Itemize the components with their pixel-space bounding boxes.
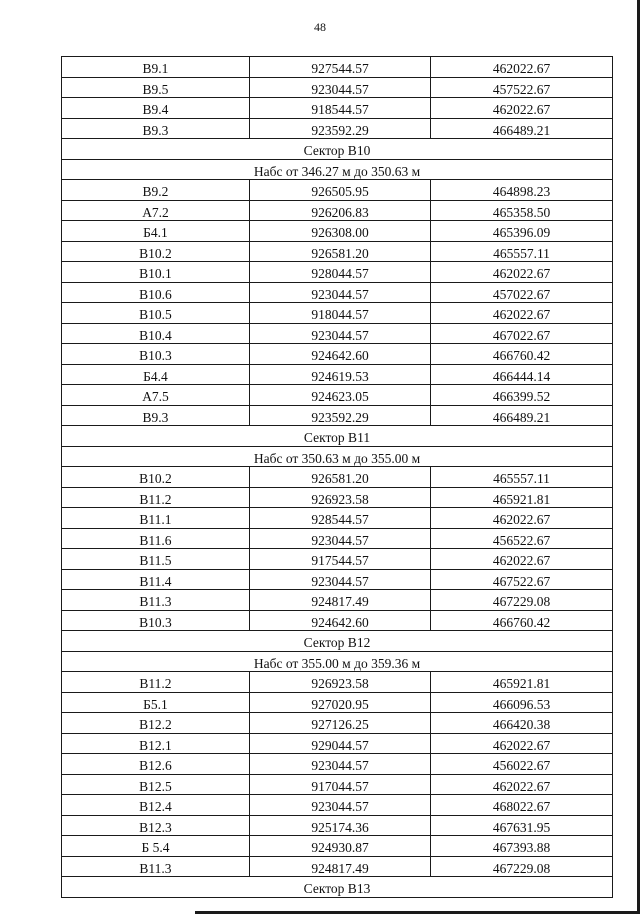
- table-row: [62, 692, 613, 713]
- x-coordinate-cell: 923044.57: [250, 754, 431, 775]
- y-coordinate-cell: 468022.67: [431, 795, 613, 816]
- section-title: Сектор В12: [62, 631, 613, 652]
- table-row: [62, 672, 613, 693]
- point-id-cell: В11.2: [62, 487, 250, 508]
- y-coordinate-cell: 465557.11: [431, 467, 613, 488]
- point-id-cell: В10.6: [62, 282, 250, 303]
- table-row: [62, 77, 613, 98]
- y-coordinate-cell: 466444.14: [431, 364, 613, 385]
- table-row: [62, 713, 613, 734]
- x-coordinate-cell: 923044.57: [250, 77, 431, 98]
- point-id-cell: В11.4: [62, 569, 250, 590]
- table-row: [62, 815, 613, 836]
- table-row: [62, 610, 613, 631]
- y-coordinate-cell: 467229.08: [431, 590, 613, 611]
- table-row: [62, 405, 613, 426]
- y-coordinate-cell: 456022.67: [431, 754, 613, 775]
- x-coordinate-cell: 926505.95: [250, 180, 431, 201]
- point-id-cell: В11.1: [62, 508, 250, 529]
- point-id-cell: В10.2: [62, 241, 250, 262]
- x-coordinate-cell: 923592.29: [250, 405, 431, 426]
- section-title: Сектор В10: [62, 139, 613, 160]
- table-row: [62, 385, 613, 406]
- y-coordinate-cell: 467393.88: [431, 836, 613, 857]
- table-row: [62, 774, 613, 795]
- point-id-cell: В12.3: [62, 815, 250, 836]
- point-id-cell: В9.3: [62, 118, 250, 139]
- y-coordinate-cell: 467022.67: [431, 323, 613, 344]
- table-row: [62, 590, 613, 611]
- x-coordinate-cell: 923044.57: [250, 569, 431, 590]
- x-coordinate-cell: 928044.57: [250, 262, 431, 283]
- x-coordinate-cell: 926308.00: [250, 221, 431, 242]
- y-coordinate-cell: 456522.67: [431, 528, 613, 549]
- y-coordinate-cell: 462022.67: [431, 303, 613, 324]
- point-id-cell: Б4.1: [62, 221, 250, 242]
- point-id-cell: В9.2: [62, 180, 250, 201]
- x-coordinate-cell: 923592.29: [250, 118, 431, 139]
- y-coordinate-cell: 465358.50: [431, 200, 613, 221]
- x-coordinate-cell: 927126.25: [250, 713, 431, 734]
- x-coordinate-cell: 923044.57: [250, 282, 431, 303]
- y-coordinate-cell: 457022.67: [431, 282, 613, 303]
- y-coordinate-cell: 467631.95: [431, 815, 613, 836]
- point-id-cell: В11.3: [62, 856, 250, 877]
- x-coordinate-cell: 929044.57: [250, 733, 431, 754]
- section-title: Сектор В11: [62, 426, 613, 447]
- point-id-cell: В10.3: [62, 344, 250, 365]
- point-id-cell: В9.4: [62, 98, 250, 119]
- section-range-row: [62, 446, 613, 467]
- table-row: [62, 98, 613, 119]
- x-coordinate-cell: 917044.57: [250, 774, 431, 795]
- y-coordinate-cell: 462022.67: [431, 57, 613, 78]
- point-id-cell: В10.3: [62, 610, 250, 631]
- y-coordinate-cell: 464898.23: [431, 180, 613, 201]
- x-coordinate-cell: 918544.57: [250, 98, 431, 119]
- table-row: [62, 364, 613, 385]
- x-coordinate-cell: 923044.57: [250, 528, 431, 549]
- section-title-row: [62, 877, 613, 898]
- table-row: [62, 467, 613, 488]
- section-title-row: [62, 139, 613, 160]
- x-coordinate-cell: 926581.20: [250, 241, 431, 262]
- section-title-row: [62, 426, 613, 447]
- point-id-cell: В10.4: [62, 323, 250, 344]
- coordinates-table-body: [62, 57, 613, 898]
- x-coordinate-cell: 925174.36: [250, 815, 431, 836]
- point-id-cell: В11.6: [62, 528, 250, 549]
- table-row: [62, 549, 613, 570]
- point-id-cell: В12.4: [62, 795, 250, 816]
- y-coordinate-cell: 462022.67: [431, 98, 613, 119]
- x-coordinate-cell: 924817.49: [250, 856, 431, 877]
- x-coordinate-cell: 928544.57: [250, 508, 431, 529]
- table-row: [62, 180, 613, 201]
- y-coordinate-cell: 462022.67: [431, 733, 613, 754]
- x-coordinate-cell: 917544.57: [250, 549, 431, 570]
- point-id-cell: В11.3: [62, 590, 250, 611]
- x-coordinate-cell: 923044.57: [250, 323, 431, 344]
- table-row: [62, 795, 613, 816]
- y-coordinate-cell: 462022.67: [431, 774, 613, 795]
- table-row: [62, 282, 613, 303]
- x-coordinate-cell: 924623.05: [250, 385, 431, 406]
- point-id-cell: В9.5: [62, 77, 250, 98]
- table-row: [62, 508, 613, 529]
- y-coordinate-cell: 465921.81: [431, 672, 613, 693]
- table-row: [62, 118, 613, 139]
- x-coordinate-cell: 924817.49: [250, 590, 431, 611]
- point-id-cell: Б 5.4: [62, 836, 250, 857]
- point-id-cell: А7.2: [62, 200, 250, 221]
- x-coordinate-cell: 924930.87: [250, 836, 431, 857]
- y-coordinate-cell: 466420.38: [431, 713, 613, 734]
- y-coordinate-cell: 467229.08: [431, 856, 613, 877]
- y-coordinate-cell: 466096.53: [431, 692, 613, 713]
- section-title-row: [62, 631, 613, 652]
- section-elevation-range: Набс от 346.27 м до 350.63 м: [62, 159, 613, 180]
- y-coordinate-cell: 466760.42: [431, 610, 613, 631]
- table-row: [62, 344, 613, 365]
- point-id-cell: В10.5: [62, 303, 250, 324]
- y-coordinate-cell: 466760.42: [431, 344, 613, 365]
- x-coordinate-cell: 924619.53: [250, 364, 431, 385]
- x-coordinate-cell: 924642.60: [250, 344, 431, 365]
- table-row: [62, 57, 613, 78]
- point-id-cell: В10.1: [62, 262, 250, 283]
- table-row: [62, 733, 613, 754]
- point-id-cell: В12.1: [62, 733, 250, 754]
- y-coordinate-cell: 465557.11: [431, 241, 613, 262]
- table-row: [62, 754, 613, 775]
- y-coordinate-cell: 457522.67: [431, 77, 613, 98]
- x-coordinate-cell: 923044.57: [250, 795, 431, 816]
- section-elevation-range: Набс от 350.63 м до 355.00 м: [62, 446, 613, 467]
- coordinates-table: [61, 56, 613, 898]
- y-coordinate-cell: 462022.67: [431, 549, 613, 570]
- y-coordinate-cell: 466489.21: [431, 118, 613, 139]
- y-coordinate-cell: 465396.09: [431, 221, 613, 242]
- y-coordinate-cell: 462022.67: [431, 262, 613, 283]
- x-coordinate-cell: 926581.20: [250, 467, 431, 488]
- x-coordinate-cell: 926206.83: [250, 200, 431, 221]
- section-title: Сектор В13: [62, 877, 613, 898]
- point-id-cell: Б5.1: [62, 692, 250, 713]
- section-range-row: [62, 651, 613, 672]
- x-coordinate-cell: 927020.95: [250, 692, 431, 713]
- table-row: [62, 241, 613, 262]
- point-id-cell: В12.6: [62, 754, 250, 775]
- point-id-cell: В11.2: [62, 672, 250, 693]
- x-coordinate-cell: 924642.60: [250, 610, 431, 631]
- table-row: [62, 856, 613, 877]
- point-id-cell: В9.1: [62, 57, 250, 78]
- y-coordinate-cell: 466489.21: [431, 405, 613, 426]
- page-number: 48: [314, 20, 326, 34]
- point-id-cell: В12.5: [62, 774, 250, 795]
- x-coordinate-cell: 926923.58: [250, 672, 431, 693]
- point-id-cell: В11.5: [62, 549, 250, 570]
- section-elevation-range: Набс от 355.00 м до 359.36 м: [62, 651, 613, 672]
- point-id-cell: Б4.4: [62, 364, 250, 385]
- x-coordinate-cell: 926923.58: [250, 487, 431, 508]
- table-row: [62, 569, 613, 590]
- x-coordinate-cell: 918044.57: [250, 303, 431, 324]
- point-id-cell: В9.3: [62, 405, 250, 426]
- table-row: [62, 487, 613, 508]
- table-row: [62, 836, 613, 857]
- point-id-cell: А7.5: [62, 385, 250, 406]
- point-id-cell: В12.2: [62, 713, 250, 734]
- table-row: [62, 303, 613, 324]
- point-id-cell: В10.2: [62, 467, 250, 488]
- y-coordinate-cell: 467522.67: [431, 569, 613, 590]
- y-coordinate-cell: 466399.52: [431, 385, 613, 406]
- table-row: [62, 262, 613, 283]
- section-range-row: [62, 159, 613, 180]
- table-row: [62, 528, 613, 549]
- y-coordinate-cell: 462022.67: [431, 508, 613, 529]
- y-coordinate-cell: 465921.81: [431, 487, 613, 508]
- table-row: [62, 221, 613, 242]
- table-row: [62, 200, 613, 221]
- x-coordinate-cell: 927544.57: [250, 57, 431, 78]
- table-row: [62, 323, 613, 344]
